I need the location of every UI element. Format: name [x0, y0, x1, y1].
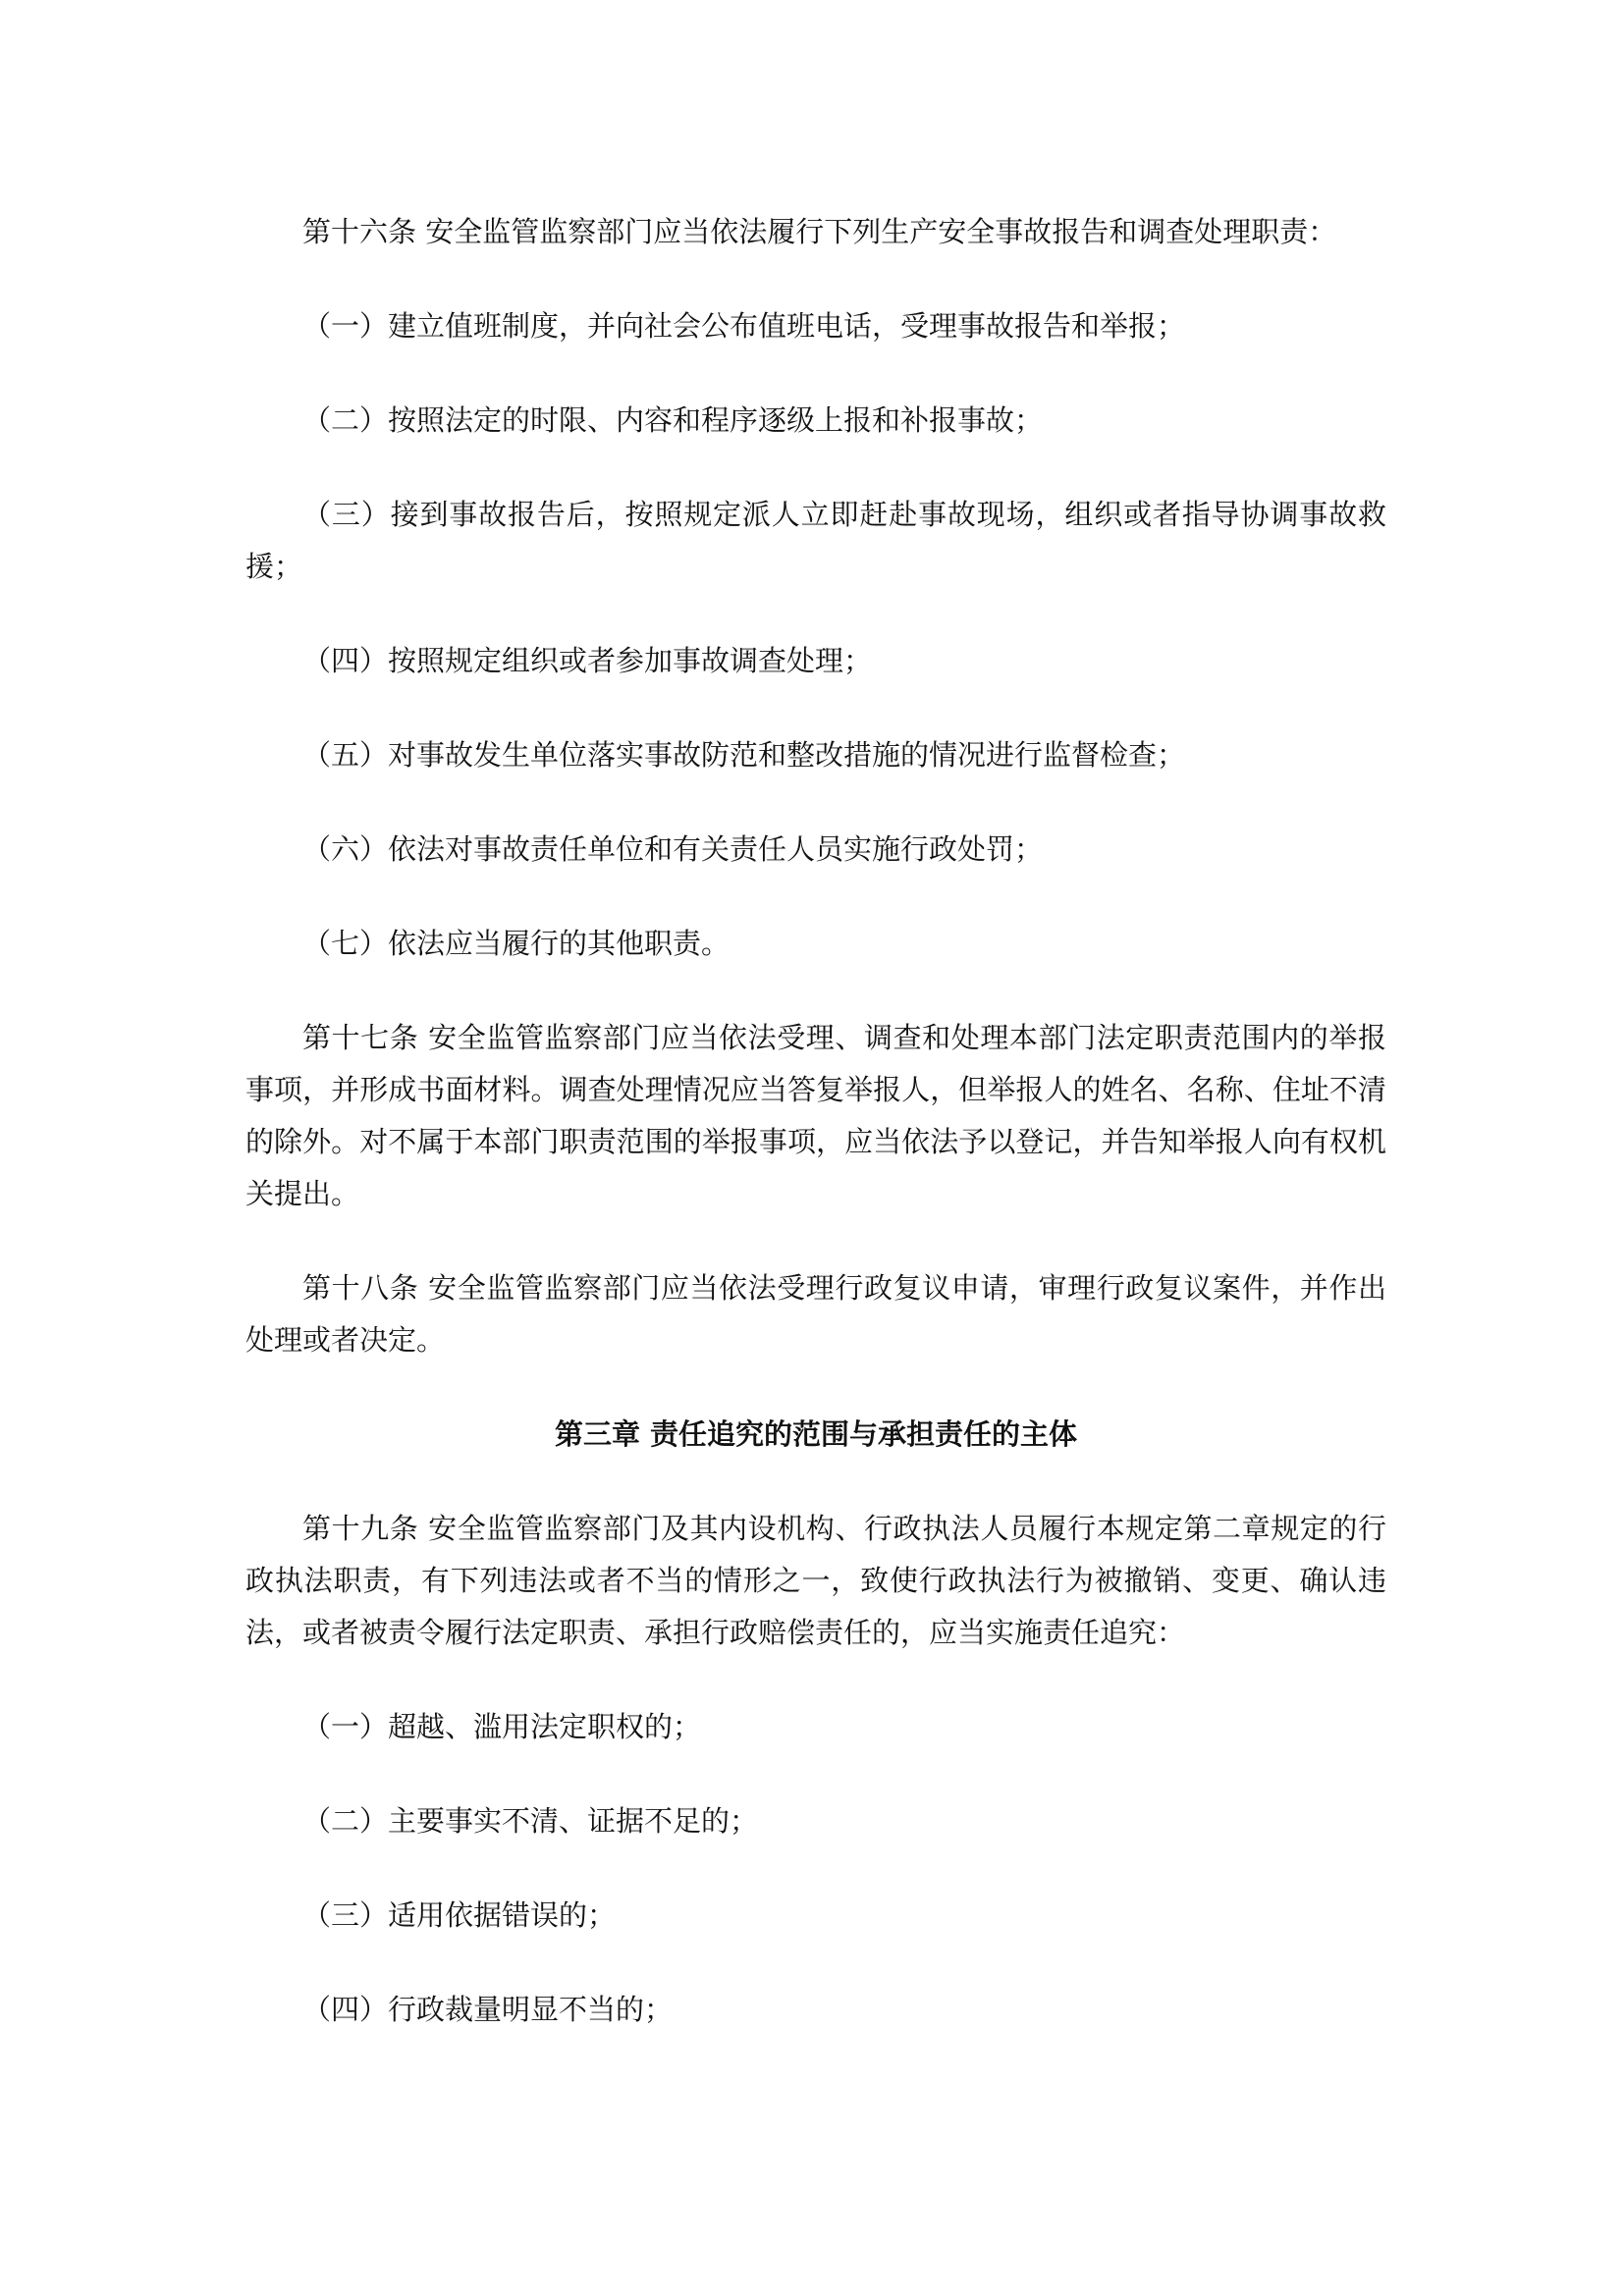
article-16-item-3: （三）接到事故报告后，按照规定派人立即赶赴事故现场，组织或者指导协调事故救援；: [245, 498, 1386, 583]
article-16-item-2: （二）按照法定的时限、内容和程序逐级上报和补报事故；: [302, 403, 1044, 437]
article-19-item-1: （一）超越、滥用法定职权的；: [302, 1710, 702, 1743]
article-16-item-6: （六）依法对事故责任单位和有关责任人员实施行政处罚；: [302, 832, 1044, 866]
article-16-item-1: （一）建立值班制度，并向社会公布值班电话，受理事故报告和举报；: [302, 309, 1186, 343]
article-19-item-3: （三）适用依据错误的；: [302, 1898, 617, 1932]
article-16-item-4: （四）按照规定组织或者参加事故调查处理；: [302, 644, 873, 677]
article-16-item-5: （五）对事故发生单位落实事故防范和整改措施的情况进行监督检查；: [302, 738, 1186, 772]
article-16-item-7: （七）依法应当履行的其他职责。: [302, 927, 731, 960]
article-17: 第十七条 安全监管监察部门应当依法受理、调查和处理本部门法定职责范围内的举报事项，并形成书面材料。调查处理情况应当答复举报人，但举报人的姓名、名称、住址不清的除外。对不属于本部门职责范围的举报事项，应当依法予以登记，并告知举报人向有权机关提出。: [245, 1021, 1386, 1210]
chapter-3-heading: 第三章 责任追究的范围与承担责任的主体: [554, 1417, 1078, 1451]
article-16-intro: 第十六条 安全监管监察部门应当依法履行下列生产安全事故报告和调查处理职责：: [302, 215, 1337, 248]
article-19-item-4: （四）行政裁量明显不当的；: [302, 1993, 674, 2026]
article-19-item-2: （二）主要事实不清、证据不足的；: [302, 1804, 759, 1838]
document-page: [245, 206, 1386, 2036]
article-19-intro: 第十九条 安全监管监察部门及其内设机构、行政执法人员履行本规定第二章规定的行政执法职责，有下列违法或者不当的情形之一，致使行政执法行为被撤销、变更、确认违法，或者被责令履行法定职责、承担行政赔偿责任的，应当实施责任追究：: [245, 1512, 1386, 1649]
article-18: 第十八条 安全监管监察部门应当依法受理行政复议申请，审理行政复议案件，并作出处理或者决定。: [245, 1271, 1386, 1357]
